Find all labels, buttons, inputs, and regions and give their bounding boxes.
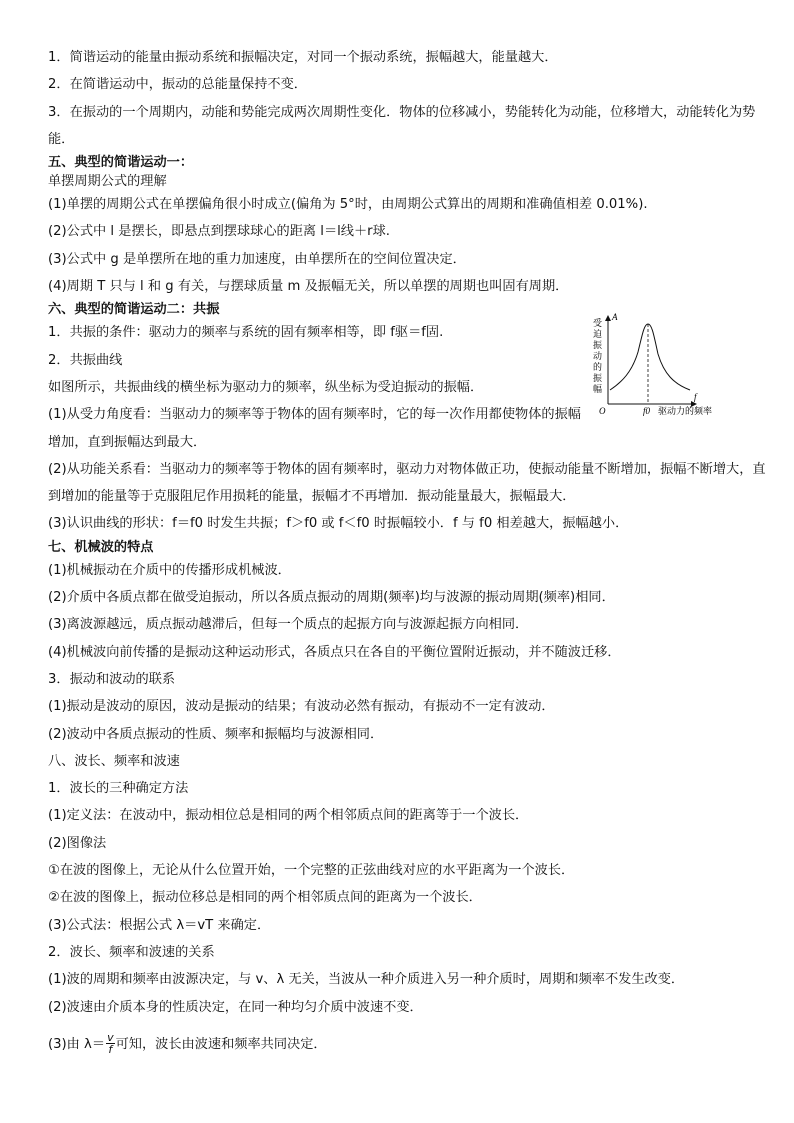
wavelength-methods: 1．波长的三种确定方法 (48, 781, 189, 797)
section-8-heading: 八、波长、频率和波速 (48, 753, 180, 769)
document-page (48, 44, 778, 1063)
resonance-curve-desc: 如图所示，共振曲线的横坐标为驱动力的频率，纵坐标为受迫振动的振幅． (48, 379, 484, 395)
wave-point-3: (3)离波源越远，质点振动越滞后，但每一个质点的起振方向与波源起振方向相同． (48, 617, 529, 633)
wave-vibration-link-1: (1)振动是波动的原因，波动是振动的结果；有波动必然有振动，有振动不一定有波动． (48, 699, 555, 715)
svg-text:迫: 迫 (593, 330, 603, 340)
svg-text:幅: 幅 (593, 385, 603, 395)
wavelength-graph-2: ②在波的图像上，振动位移总是相同的两个相邻质点间的距离为一个波长． (48, 890, 482, 906)
pendulum-point-1: (1)单摆的周期公式在单摆偏角很小时成立(偏角为 5°时，由周期公式算出的周期和准确值相差 0.01%). (48, 197, 648, 213)
resonance-curve (610, 324, 690, 390)
section-6-heading: 六、典型的简谐运动二：共振 (48, 302, 220, 318)
fraction-v-over-f: $\frac{v}{f}$ (107, 1031, 114, 1057)
wave-vibration-link-2: (2)波动中各质点振动的性质、频率和振幅均与波源相同． (48, 726, 384, 742)
y-axis-label (593, 317, 602, 395)
pendulum-point-3: (3)公式中 g 是单摆所在地的重力加速度，由单摆所在的空间位置决定． (48, 251, 466, 267)
resonance-curve-shape: (3)认识曲线的形状：f＝f0 时发生共振；f＞f0 或 f＜f0 时振幅较小．f 与 f0 相差越大，振幅越小． (48, 516, 629, 532)
section-5-heading: 五、典型的简谐运动一： (48, 155, 194, 171)
wavelength-definition: (1)定义法：在波动中，振动相位总是相同的两个相邻质点间的距离等于一个波长． (48, 808, 529, 824)
wave-relation-1: (1)波的周期和频率由波源决定，与 v、λ 无关，当波从一种介质进入另一种介质时，周期和频率不发生改变． (48, 972, 685, 988)
wave-point-1: (1)机械振动在介质中的传播形成机械波． (48, 562, 291, 578)
x-axis-letter: f (694, 392, 697, 402)
wave-relation-title: 2．波长、频率和波速的关系 (48, 944, 215, 960)
y-axis-letter: A (612, 312, 618, 322)
wave-vibration-link: 3．振动和波动的联系 (48, 671, 176, 687)
pendulum-point-4: (4)周期 T 只与 l 和 g 有关，与摆球质量 m 及振幅无关，所以单摆的周期也叫固有周期． (48, 279, 569, 295)
svg-text:受: 受 (593, 319, 603, 329)
resonance-curve-title: 2．共振曲线 (48, 352, 123, 368)
wave-point-2: (2)介质中各质点都在做受迫振动，所以各质点振动的周期(频率)均与波源的振动周期(频率)相同． (48, 590, 615, 606)
svg-text:动: 动 (593, 352, 603, 362)
wavelength-graph-1: ①在波的图像上，无论从什么位置开始，一个完整的正弦曲线对应的水平距离为一个波长． (48, 863, 575, 879)
resonance-curve-figure (588, 312, 738, 422)
energy-point-2: 2．在简谐运动中，振动的总能量保持不变． (48, 77, 307, 93)
energy-point-3: 3．在振动的一个周期内，动能和势能完成两次周期性变化．物体的位移减小，势能转化为动能，位移增大，动能转化为势能． (48, 104, 756, 147)
wavelength-formula: (3)公式法：根据公式 λ＝vT 来确定． (48, 917, 271, 933)
svg-text:的: 的 (593, 363, 603, 373)
wave-relation-2: (2)波速由介质本身的性质决定，在同一种均匀介质中波速不变． (48, 999, 423, 1015)
wavelength-graph-method: (2)图像法 (48, 835, 107, 851)
svg-text:振: 振 (593, 374, 603, 384)
section-5-subheading: 单摆周期公式的理解 (48, 174, 167, 190)
section-7-heading: 七、机械波的特点 (48, 539, 154, 555)
wave-relation-3: (3)由 λ＝ $\frac{v}{f}$ 可知，波长由波速和频率共同决定． (48, 1031, 327, 1057)
pendulum-point-2: (2)公式中 l 是摆长，即悬点到摆球球心的距离 l＝l线＋r球. (48, 224, 390, 240)
x-axis-label: 驱动力的频率 (658, 407, 713, 417)
resonance-force-view: (1)从受力角度看：当驱动力的频率等于物体的固有频率时，它的每一次作用都使物体的振幅增加，直到振幅达到最大． (48, 407, 581, 450)
svg-text:振: 振 (593, 341, 603, 351)
wave-point-4: (4)机械波向前传播的是振动这种运动形式，各质点只在各自的平衡位置附近振动，并不随波迁移． (48, 644, 621, 660)
resonance-energy-view: (2)从功能关系看：当驱动力的频率等于物体的固有频率时，驱动力对物体做正功，使振动能量不断增加，振幅不断增大，直到增加的能量等于克服阻尼作用损耗的能量，振幅才不再增加．振动能量最大，振幅最大． (48, 461, 766, 505)
resonance-condition: 1．共振的条件：驱动力的频率与系统的固有频率相等，即 f驱＝f固. (48, 325, 444, 341)
origin-label: O (599, 406, 606, 416)
energy-point-1: 1．简谐运动的能量由振动系统和振幅决定，对同一个振动系统，振幅越大，能量越大． (48, 50, 558, 65)
peak-label: f0 (643, 406, 651, 416)
